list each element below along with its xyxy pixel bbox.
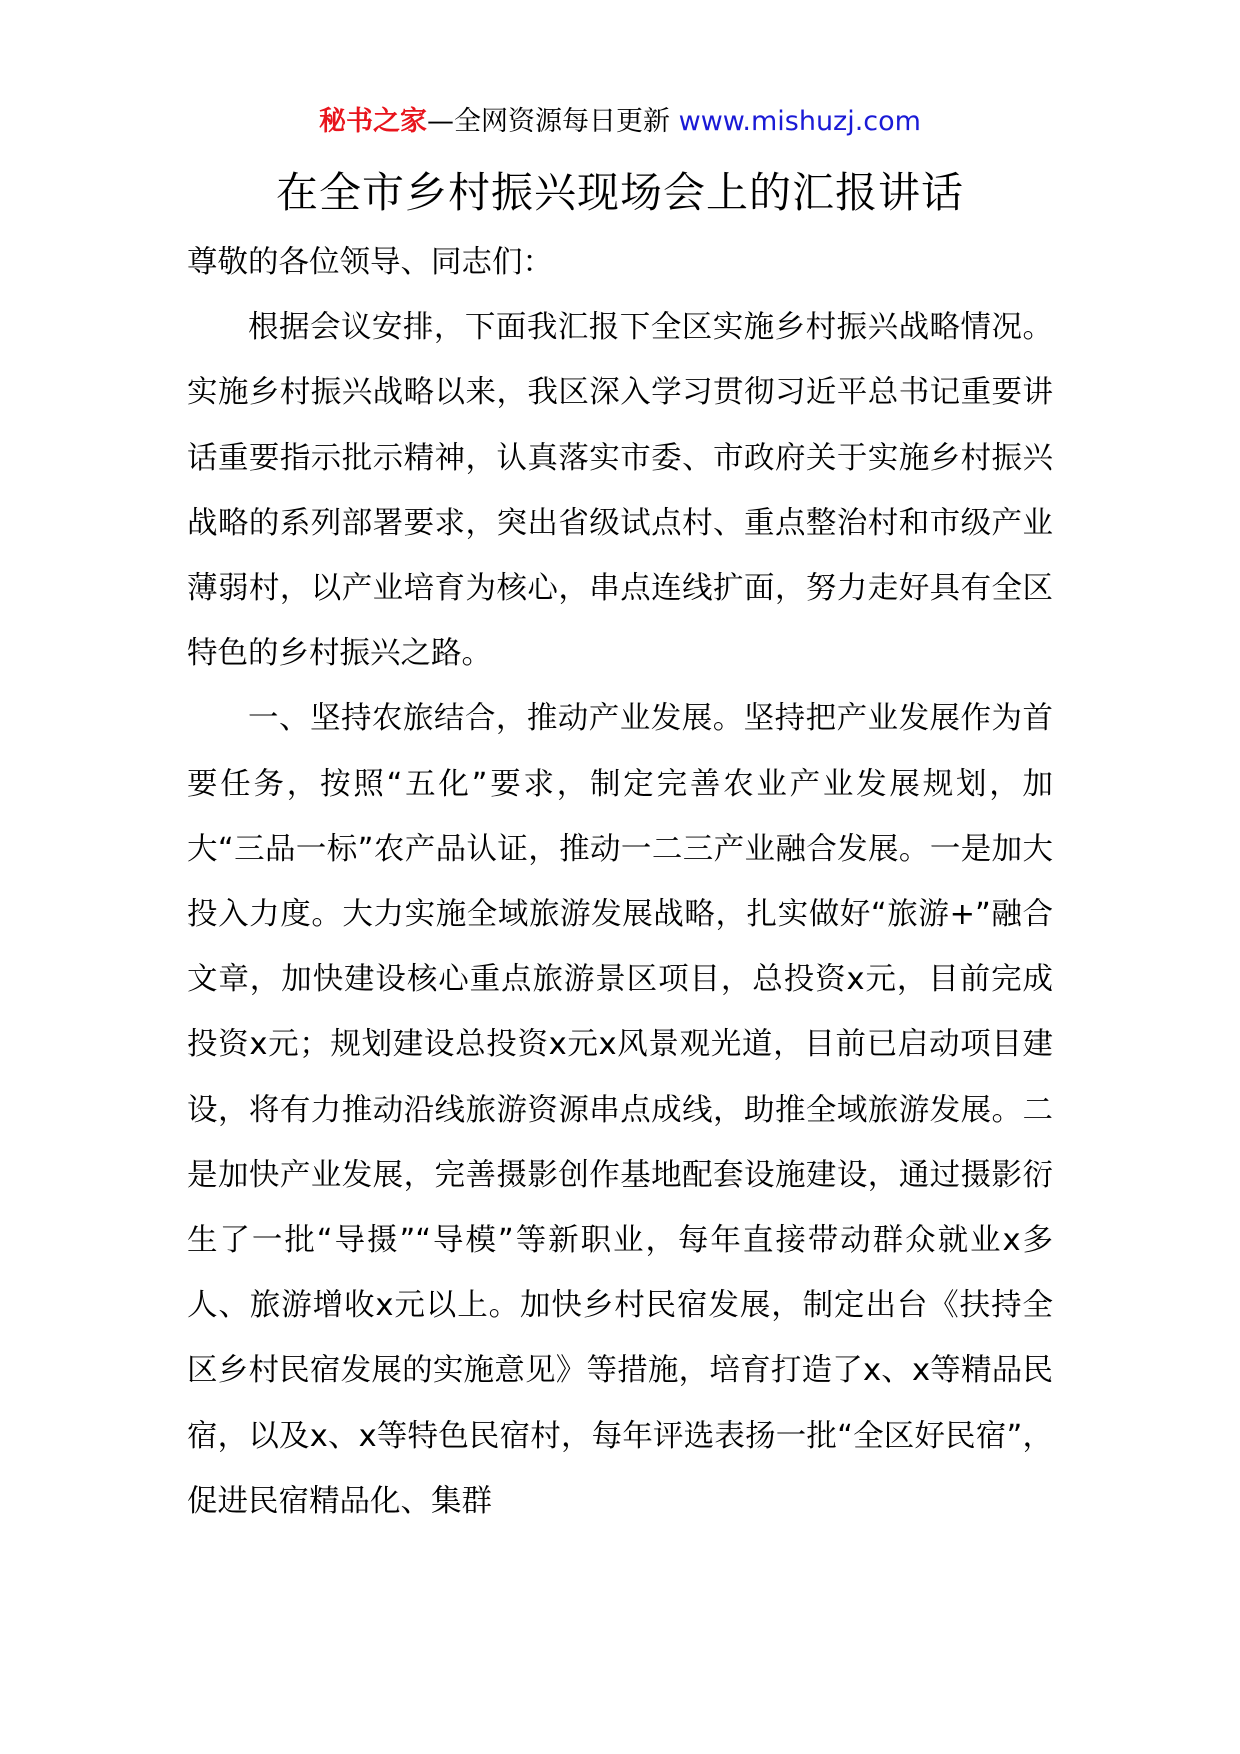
site-tagline: —全网资源每日更新 [427,106,679,137]
site-url: www.mishuzj.com [678,106,921,137]
salutation: 尊敬的各位领导、同志们： [187,245,553,280]
paragraph-section-one: 一、坚持农旅结合，推动产业发展。坚持把产业发展作为首要任务，按照“五化”要求，制定完善农业产业发展规划，加大“三品一标”农产品认证，推动一二三产业融合发展。一是加大投入力度。大力实施全域旅游发展战略，扎实做好“旅游+”融合文章，加快建设核心重点旅游景区项目，总投资x元，目前完成投资x元；规划建设总投资x元x风景观光道，目前已启动项目建设，将有力推动沿线旅游资源串点成线，助推全域旅游发展。二是加快产业发展，完善摄影创作基地配套设施建设，通过摄影衍生了一批“导摄”“导模”等新职业，每年直接带动群众就业x多人、旅游增收x元以上。加快乡村民宿发展，制定出台《扶持全区乡村民宿发展的实施意见》等措施，培育打造了x、x等精品民宿，以及x、x等特色民宿村，每年评选表扬一批“全区好民宿”，促进民宿精品化、集群 [187,701,1053,1519]
site-name: 秘书之家 [319,106,428,137]
watermark-header [0,102,1240,142]
document-title: 在全市乡村振兴现场会上的汇报讲话 [275,168,964,217]
document-body [187,230,1053,1534]
paragraph-intro: 根据会议安排，下面我汇报下全区实施乡村振兴战略情况。实施乡村振兴战略以来，我区深入学习贯彻习近平总书记重要讲话重要指示批示精神，认真落实市委、市政府关于实施乡村振兴战略的系列部署要求，突出省级试点村、重点整治村和市级产业薄弱村，以产业培育为核心，串点连线扩面，努力走好具有全区特色的乡村振兴之路。 [187,310,1053,672]
